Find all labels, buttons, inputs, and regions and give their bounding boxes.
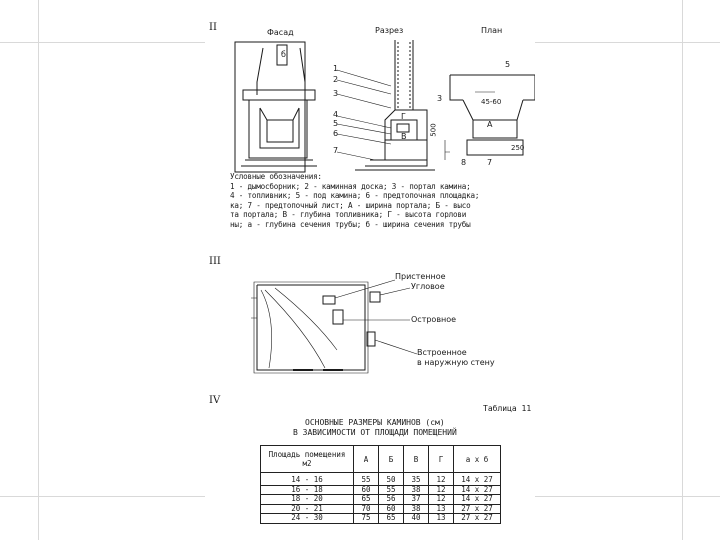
- cell-B: 65: [379, 514, 404, 524]
- plan-title: План: [481, 26, 503, 35]
- callout-4: 4: [333, 110, 339, 119]
- section-label-2: II: [209, 22, 217, 33]
- cell-G: 12: [429, 473, 454, 486]
- section-label-4: IV: [209, 395, 221, 406]
- grid-line: [682, 0, 683, 540]
- callout-2: 2: [333, 75, 339, 84]
- cell-A: 55: [354, 473, 379, 486]
- legend-line: 4 - топливник; 5 - под камина; 6 - предтопочная площадка;: [230, 191, 480, 201]
- callout-1: 1: [333, 64, 339, 73]
- letter-b: б: [281, 50, 286, 59]
- table-title-2: В ЗАВИСИМОСТИ ОТ ПЛОЩАДИ ПОМЕЩЕНИЙ: [293, 428, 457, 437]
- placement-island: Островное: [411, 315, 457, 324]
- callout-6: 6: [333, 129, 339, 138]
- callout-3: 3: [333, 89, 339, 98]
- grid-line: [38, 0, 39, 540]
- letter-G: Г: [401, 112, 406, 121]
- cell-axb: 14 х 27: [454, 473, 501, 486]
- plan-letter-A: А: [487, 120, 493, 129]
- callout-5: 5: [333, 119, 339, 128]
- legend: [230, 172, 535, 230]
- plan-callout-7: 7: [487, 158, 493, 167]
- cell-axb: 14 х 27: [454, 485, 501, 495]
- table-row: [261, 514, 501, 524]
- table-title-1: ОСНОВНЫЕ РАЗМЕРЫ КАМИНОВ (см): [305, 418, 445, 427]
- placement-wall: Пристенное: [395, 272, 446, 281]
- plan-callout-8: 8: [461, 158, 467, 167]
- plan-callout-5: 5: [505, 60, 511, 69]
- cell-V: 38: [404, 485, 429, 495]
- cell-area: 20 - 21: [261, 504, 354, 514]
- placement-corner: Угловое: [411, 282, 445, 291]
- legend-line: 1 - дымосборник; 2 - каминная доска; 3 - портал камина;: [230, 181, 471, 191]
- facade-title: Фасад: [267, 28, 294, 37]
- header-V: В: [404, 446, 429, 473]
- section-title: Разрез: [375, 26, 404, 35]
- cell-axb: 27 х 27: [454, 514, 501, 524]
- callout-7: 7: [333, 146, 339, 155]
- room-plan: [257, 285, 365, 370]
- cell-A: 60: [354, 485, 379, 495]
- cell-G: 12: [429, 495, 454, 505]
- cell-V: 40: [404, 514, 429, 524]
- cell-G: 13: [429, 504, 454, 514]
- cell-area: 16 - 18: [261, 485, 354, 495]
- cell-V: 37: [404, 495, 429, 505]
- cell-B: 55: [379, 485, 404, 495]
- facade-frame: [235, 42, 305, 172]
- legend-line: та портала; В - глубина топливника; Г - высота горлови: [230, 210, 467, 220]
- placement-built-in-wall: в наружную стену: [417, 358, 495, 367]
- mantel-board: [243, 90, 315, 100]
- letter-V: В: [401, 132, 407, 141]
- cell-B: 60: [379, 504, 404, 514]
- cell-area: 14 - 16: [261, 473, 354, 486]
- header-G: Г: [429, 446, 454, 473]
- header-A: А: [354, 446, 379, 473]
- cell-axb: 27 х 27: [454, 504, 501, 514]
- depth-dimension: 250: [511, 144, 525, 152]
- plan-callout-3: 3: [437, 94, 443, 103]
- cell-G: 13: [429, 514, 454, 524]
- cell-area: 24 - 30: [261, 514, 354, 524]
- legend-line: Условные обозначения:: [230, 172, 322, 181]
- header-area: Площадь помещения м2: [261, 446, 354, 473]
- legend-line: ны; а - глубина сечения трубы; б - ширина сечения трубы: [230, 219, 471, 229]
- table-header-row: [261, 446, 501, 473]
- legend-line: ка; 7 - предтопочный лист; А - ширина портала; Б - высо: [230, 200, 471, 210]
- cell-V: 38: [404, 504, 429, 514]
- height-dimension: 500: [429, 123, 438, 137]
- cell-A: 65: [354, 495, 379, 505]
- cell-A: 70: [354, 504, 379, 514]
- table-row: [261, 495, 501, 505]
- angle-dimension: 45-60: [481, 98, 502, 106]
- table-row: [261, 473, 501, 486]
- cell-B: 56: [379, 495, 404, 505]
- section-label-3: III: [209, 256, 221, 267]
- header-B: Б: [379, 446, 404, 473]
- header-axb: а х б: [454, 446, 501, 473]
- cell-A: 75: [354, 514, 379, 524]
- cell-area: 18 - 20: [261, 495, 354, 505]
- cell-G: 12: [429, 485, 454, 495]
- cell-axb: 14 х 27: [454, 495, 501, 505]
- cell-V: 35: [404, 473, 429, 486]
- cell-B: 50: [379, 473, 404, 486]
- dimensions-table: [260, 445, 501, 524]
- table-number: Таблица 11: [483, 404, 532, 413]
- placement-built-in: Встроенное: [417, 348, 467, 357]
- scanned-page: [205, 20, 535, 525]
